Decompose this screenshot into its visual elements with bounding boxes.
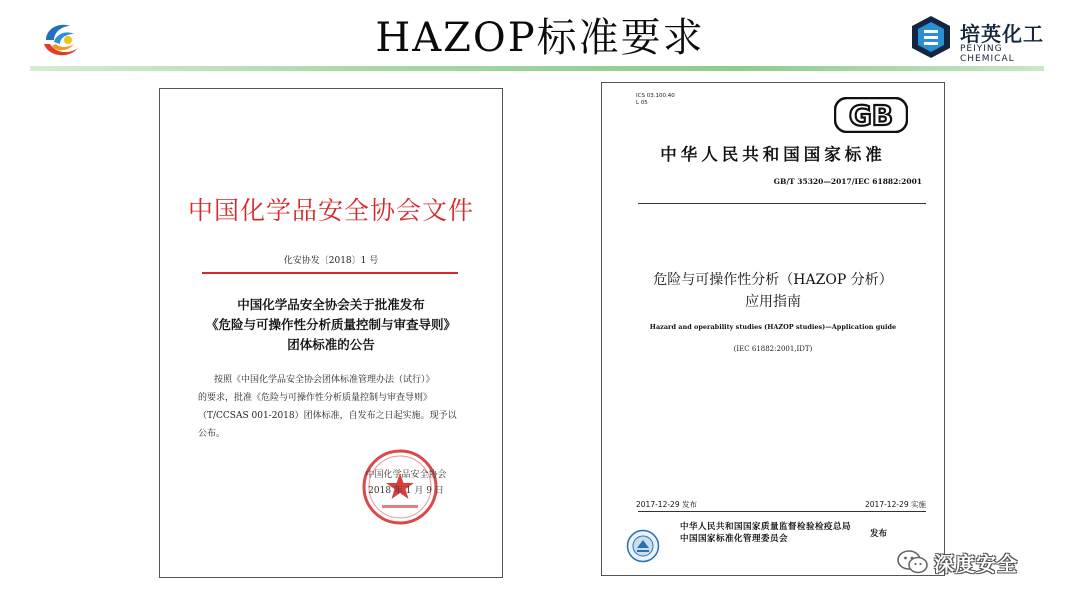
gb-logo-text: GB bbox=[848, 99, 894, 132]
gb-logo-icon bbox=[834, 97, 908, 133]
brand-cube-icon bbox=[910, 14, 952, 60]
notice-heading: 中国化学品安全协会关于批准发布 《危险与可操作性分析质量控制与审查导则》 团体标准的公告 bbox=[205, 297, 456, 352]
header-divider bbox=[30, 66, 1044, 71]
authority-emblem-icon bbox=[626, 529, 660, 563]
standard-implementation-date: 2017-12-29 实施 bbox=[865, 500, 926, 509]
standard-english-title: Hazard and operability studies (HAZOP studies)—Application guide bbox=[649, 323, 897, 331]
standard-ics-code: ICS 03.100.40 L 05 bbox=[636, 93, 675, 106]
standard-title: 危险与可操作性分析（HAZOP 分析） 应用指南 bbox=[653, 272, 893, 310]
standard-code: GB/T 35320—2017/IEC 61882:2001 bbox=[773, 177, 922, 186]
standard-publish-label: 发布 bbox=[870, 529, 888, 539]
notice-signature: 中国化学品安全协会 2018 年 1 月 9 日 bbox=[365, 470, 447, 496]
watermark bbox=[896, 546, 1046, 578]
notice-org-header: 中国化学品安全协会文件 bbox=[187, 196, 474, 225]
wechat-icon bbox=[896, 548, 930, 576]
slide-title: HAZOP标准要求 bbox=[375, 15, 705, 61]
notice-doc-number: 化安协发〔2018〕1 号 bbox=[283, 256, 379, 266]
watermark-text: 深度安全 bbox=[934, 552, 1018, 576]
standard-top-rule bbox=[638, 203, 926, 204]
standard-bottom-rule bbox=[638, 511, 926, 512]
brand-logo bbox=[910, 12, 1050, 64]
national-standard-document bbox=[601, 82, 945, 576]
standard-nation-title: 中华人民共和国国家标准 bbox=[660, 145, 886, 164]
association-notice-document bbox=[159, 88, 503, 578]
notice-red-rule bbox=[202, 272, 458, 274]
notice-body: 按照《中国化学品安全协会团体标准管理办法（试行）》 的要求，批准《危险与可操作性分析质量控制与审查导则》 （T/CCSAS 001-2018）团体标准，自发布之日起实施。现予以 公布。 bbox=[198, 375, 457, 439]
brand-name: 培英化工 bbox=[960, 22, 1044, 46]
standard-iec-reference: (IEC 61882:2001,IDT) bbox=[733, 345, 813, 353]
brand-subtitle: PEIYING CHEMICAL bbox=[960, 44, 1015, 64]
standard-issue-date: 2017-12-29 发布 bbox=[636, 500, 697, 509]
standard-authorities: 中华人民共和国国家质量监督检验检疫总局 中国国家标准化管理委员会 bbox=[680, 522, 852, 544]
